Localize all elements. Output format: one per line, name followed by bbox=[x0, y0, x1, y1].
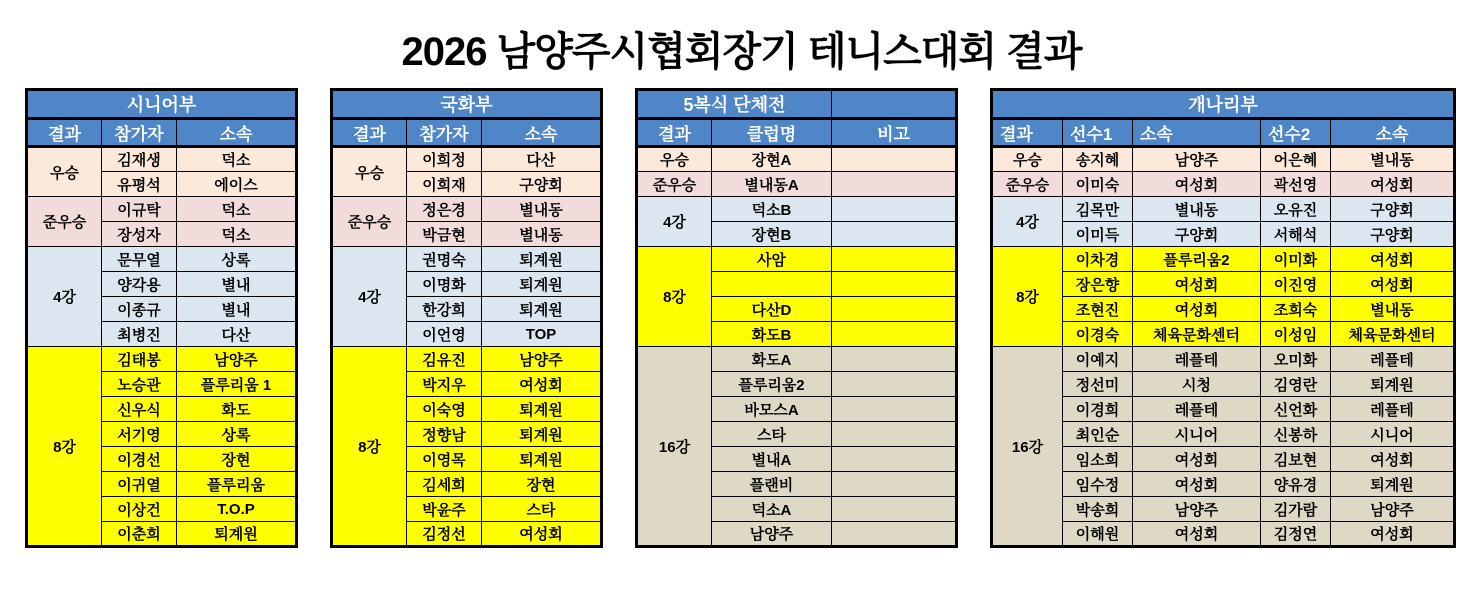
table-title-row bbox=[27, 90, 297, 119]
note-cell bbox=[832, 147, 957, 172]
column-header: 비고 bbox=[832, 119, 957, 147]
player2-cell: 조희숙 bbox=[1261, 297, 1331, 322]
club-cell: 퇴계원 bbox=[482, 397, 602, 422]
participant-cell: 이귀열 bbox=[102, 472, 177, 497]
club1-cell: 시니어 bbox=[1133, 422, 1261, 447]
table-row bbox=[992, 147, 1455, 172]
player1-cell: 임소희 bbox=[1063, 447, 1133, 472]
player1-cell: 장은향 bbox=[1063, 272, 1133, 297]
club2-cell: 여성회 bbox=[1331, 272, 1455, 297]
club1-cell: 여성회 bbox=[1133, 522, 1261, 547]
participant-cell: 김세희 bbox=[407, 472, 482, 497]
club1-cell: 레플테 bbox=[1133, 347, 1261, 372]
participant-cell: 신우식 bbox=[102, 397, 177, 422]
result-cell: 우승 bbox=[637, 147, 712, 172]
table-row bbox=[992, 197, 1455, 222]
note-cell bbox=[832, 472, 957, 497]
club2-cell: 퇴계원 bbox=[1331, 372, 1455, 397]
club-cell: 남양주 bbox=[177, 347, 297, 372]
column-header: 선수1 bbox=[1063, 119, 1133, 147]
column-header: 소속 bbox=[177, 119, 297, 147]
club-cell: 스타 bbox=[482, 497, 602, 522]
column-header: 소속 bbox=[482, 119, 602, 147]
club-cell: 덕소 bbox=[177, 147, 297, 172]
club-cell: 장현 bbox=[482, 472, 602, 497]
result-cell: 준우승 bbox=[332, 197, 407, 247]
note-cell bbox=[832, 272, 957, 297]
club-cell: 남양주 bbox=[712, 522, 832, 547]
club-cell: 덕소 bbox=[177, 222, 297, 247]
club1-cell: 여성회 bbox=[1133, 297, 1261, 322]
result-cell: 8강 bbox=[332, 347, 407, 547]
club-cell: 별내A bbox=[712, 447, 832, 472]
table-title-spacer bbox=[832, 90, 957, 119]
result-cell: 16강 bbox=[637, 347, 712, 547]
club-cell: T.O.P bbox=[177, 497, 297, 522]
column-header-row bbox=[637, 119, 957, 147]
club1-cell: 여성회 bbox=[1133, 447, 1261, 472]
club1-cell: 체육문화센터 bbox=[1133, 322, 1261, 347]
table-row bbox=[332, 347, 602, 372]
club-cell: 별내동 bbox=[482, 197, 602, 222]
result-cell: 4강 bbox=[27, 247, 102, 347]
club-cell: 퇴계원 bbox=[482, 247, 602, 272]
column-header: 결과 bbox=[637, 119, 712, 147]
club-cell: 화도B bbox=[712, 322, 832, 347]
table-row bbox=[992, 247, 1455, 272]
club-cell: 덕소A bbox=[712, 497, 832, 522]
player1-cell: 박송희 bbox=[1063, 497, 1133, 522]
club-cell: 별내 bbox=[177, 272, 297, 297]
club-cell bbox=[712, 272, 832, 297]
participant-cell: 정향남 bbox=[407, 422, 482, 447]
note-cell bbox=[832, 172, 957, 197]
player1-cell: 이해원 bbox=[1063, 522, 1133, 547]
participant-cell: 이언영 bbox=[407, 322, 482, 347]
club-cell: 덕소B bbox=[712, 197, 832, 222]
note-cell bbox=[832, 497, 957, 522]
note-cell bbox=[832, 322, 957, 347]
club-cell: 에이스 bbox=[177, 172, 297, 197]
player2-cell: 김보현 bbox=[1261, 447, 1331, 472]
result-cell: 우승 bbox=[992, 147, 1063, 172]
column-header: 소속 bbox=[1331, 119, 1455, 147]
player2-cell: 김정연 bbox=[1261, 522, 1331, 547]
table-title-row bbox=[637, 90, 957, 119]
player1-cell: 김목만 bbox=[1063, 197, 1133, 222]
club2-cell: 별내동 bbox=[1331, 147, 1455, 172]
note-cell bbox=[832, 447, 957, 472]
note-cell bbox=[832, 397, 957, 422]
club-cell: 화도A bbox=[712, 347, 832, 372]
table-row bbox=[332, 247, 602, 272]
participant-cell: 정은경 bbox=[407, 197, 482, 222]
club2-cell: 구양회 bbox=[1331, 197, 1455, 222]
page-title: 2026 남양주시협회장기 테니스대회 결과 bbox=[401, 30, 1082, 74]
table-row bbox=[27, 247, 297, 272]
column-header-row bbox=[992, 119, 1455, 147]
participant-cell: 장성자 bbox=[102, 222, 177, 247]
table-title: 시니어부 bbox=[27, 90, 297, 119]
column-header: 결과 bbox=[332, 119, 407, 147]
club-cell: 별내동A bbox=[712, 172, 832, 197]
result-cell: 우승 bbox=[27, 147, 102, 197]
table-title: 국화부 bbox=[332, 90, 602, 119]
participant-cell: 이춘희 bbox=[102, 522, 177, 547]
column-header: 선수2 bbox=[1261, 119, 1331, 147]
participant-cell: 김유진 bbox=[407, 347, 482, 372]
player1-cell: 최인순 bbox=[1063, 422, 1133, 447]
table-team5 bbox=[635, 88, 958, 548]
club-cell: 여성회 bbox=[482, 372, 602, 397]
table-row bbox=[27, 347, 297, 372]
player1-cell: 임수정 bbox=[1063, 472, 1133, 497]
result-cell: 8강 bbox=[992, 247, 1063, 347]
player1-cell: 송지혜 bbox=[1063, 147, 1133, 172]
club-cell: 상록 bbox=[177, 422, 297, 447]
player2-cell: 이미화 bbox=[1261, 247, 1331, 272]
participant-cell: 이숙영 bbox=[407, 397, 482, 422]
table-row bbox=[637, 247, 957, 272]
table-row bbox=[637, 147, 957, 172]
participant-cell: 이영목 bbox=[407, 447, 482, 472]
participant-cell: 이명화 bbox=[407, 272, 482, 297]
club-cell: 퇴계원 bbox=[482, 447, 602, 472]
participant-cell: 한강희 bbox=[407, 297, 482, 322]
table-row bbox=[27, 147, 297, 172]
result-cell: 4강 bbox=[637, 197, 712, 247]
column-header: 소속 bbox=[1133, 119, 1261, 147]
club2-cell: 남양주 bbox=[1331, 497, 1455, 522]
club1-cell: 레플테 bbox=[1133, 397, 1261, 422]
player2-cell: 이진영 bbox=[1261, 272, 1331, 297]
table-title-row bbox=[992, 90, 1455, 119]
note-cell bbox=[832, 197, 957, 222]
player1-cell: 이미득 bbox=[1063, 222, 1133, 247]
column-header: 클럽명 bbox=[712, 119, 832, 147]
table-row bbox=[27, 197, 297, 222]
participant-cell: 김정선 bbox=[407, 522, 482, 547]
participant-cell: 문무열 bbox=[102, 247, 177, 272]
result-cell: 4강 bbox=[992, 197, 1063, 247]
note-cell bbox=[832, 347, 957, 372]
participant-cell: 김태봉 bbox=[102, 347, 177, 372]
table-row bbox=[332, 197, 602, 222]
player1-cell: 이차경 bbox=[1063, 247, 1133, 272]
result-cell: 우승 bbox=[332, 147, 407, 197]
column-header-row bbox=[27, 119, 297, 147]
club-cell: 퇴계원 bbox=[482, 422, 602, 447]
club-cell: 플랜비 bbox=[712, 472, 832, 497]
player1-cell: 조현진 bbox=[1063, 297, 1133, 322]
club1-cell: 별내동 bbox=[1133, 197, 1261, 222]
club-cell: 구양회 bbox=[482, 172, 602, 197]
club-cell: 퇴계원 bbox=[177, 522, 297, 547]
club2-cell: 시니어 bbox=[1331, 422, 1455, 447]
club2-cell: 레플테 bbox=[1331, 397, 1455, 422]
player1-cell: 이미숙 bbox=[1063, 172, 1133, 197]
participant-cell: 이경선 bbox=[102, 447, 177, 472]
result-cell: 8강 bbox=[637, 247, 712, 347]
player2-cell: 신언화 bbox=[1261, 397, 1331, 422]
player2-cell: 양유경 bbox=[1261, 472, 1331, 497]
table-gukhwa bbox=[330, 88, 603, 548]
club1-cell: 여성회 bbox=[1133, 472, 1261, 497]
column-header-row bbox=[332, 119, 602, 147]
club-cell: 장현A bbox=[712, 147, 832, 172]
club-cell: 다산 bbox=[482, 147, 602, 172]
club-cell: 플루리움 1 bbox=[177, 372, 297, 397]
club-cell: 다산D bbox=[712, 297, 832, 322]
club-cell: 여성회 bbox=[482, 522, 602, 547]
participant-cell: 박지우 bbox=[407, 372, 482, 397]
player2-cell: 곽선영 bbox=[1261, 172, 1331, 197]
result-cell: 준우승 bbox=[992, 172, 1063, 197]
club2-cell: 여성회 bbox=[1331, 247, 1455, 272]
player1-cell: 이예지 bbox=[1063, 347, 1133, 372]
club2-cell: 여성회 bbox=[1331, 172, 1455, 197]
participant-cell: 이상건 bbox=[102, 497, 177, 522]
note-cell bbox=[832, 372, 957, 397]
participant-cell: 이희재 bbox=[407, 172, 482, 197]
participant-cell: 서기영 bbox=[102, 422, 177, 447]
table-gaenari bbox=[990, 88, 1456, 548]
participant-cell: 유평석 bbox=[102, 172, 177, 197]
note-cell bbox=[832, 522, 957, 547]
table-title: 개나리부 bbox=[992, 90, 1455, 119]
club-cell: 상록 bbox=[177, 247, 297, 272]
table-row bbox=[637, 347, 957, 372]
club-cell: 별내 bbox=[177, 297, 297, 322]
column-header: 결과 bbox=[992, 119, 1063, 147]
club-cell: 화도 bbox=[177, 397, 297, 422]
result-cell: 준우승 bbox=[27, 197, 102, 247]
note-cell bbox=[832, 222, 957, 247]
player2-cell: 오유진 bbox=[1261, 197, 1331, 222]
club2-cell: 체육문화센터 bbox=[1331, 322, 1455, 347]
club1-cell: 구양회 bbox=[1133, 222, 1261, 247]
table-row bbox=[332, 147, 602, 172]
result-cell: 8강 bbox=[27, 347, 102, 547]
club-cell: 플루리움2 bbox=[712, 372, 832, 397]
participant-cell: 노승관 bbox=[102, 372, 177, 397]
club-cell: 퇴계원 bbox=[482, 272, 602, 297]
participant-cell: 최병진 bbox=[102, 322, 177, 347]
table-row bbox=[637, 172, 957, 197]
result-cell: 준우승 bbox=[637, 172, 712, 197]
club-cell: 다산 bbox=[177, 322, 297, 347]
club1-cell: 여성회 bbox=[1133, 172, 1261, 197]
table-senior bbox=[25, 88, 298, 548]
result-cell: 4강 bbox=[332, 247, 407, 347]
club2-cell: 별내동 bbox=[1331, 297, 1455, 322]
player1-cell: 이경희 bbox=[1063, 397, 1133, 422]
club-cell: 장현B bbox=[712, 222, 832, 247]
column-header: 참가자 bbox=[102, 119, 177, 147]
player2-cell: 신봉하 bbox=[1261, 422, 1331, 447]
player2-cell: 서해석 bbox=[1261, 222, 1331, 247]
club-cell: 퇴계원 bbox=[482, 297, 602, 322]
player2-cell: 어은혜 bbox=[1261, 147, 1331, 172]
participant-cell: 이희정 bbox=[407, 147, 482, 172]
table-title: 5복식 단체전 bbox=[637, 90, 832, 119]
column-header: 결과 bbox=[27, 119, 102, 147]
player2-cell: 이성임 bbox=[1261, 322, 1331, 347]
club2-cell: 레플테 bbox=[1331, 347, 1455, 372]
club2-cell: 퇴계원 bbox=[1331, 472, 1455, 497]
table-title-row bbox=[332, 90, 602, 119]
player2-cell: 김영란 bbox=[1261, 372, 1331, 397]
club1-cell: 시청 bbox=[1133, 372, 1261, 397]
table-row bbox=[637, 197, 957, 222]
participant-cell: 권명숙 bbox=[407, 247, 482, 272]
club1-cell: 플루리움2 bbox=[1133, 247, 1261, 272]
player1-cell: 이경숙 bbox=[1063, 322, 1133, 347]
club1-cell: 남양주 bbox=[1133, 147, 1261, 172]
club-cell: 스타 bbox=[712, 422, 832, 447]
note-cell bbox=[832, 297, 957, 322]
participant-cell: 김재생 bbox=[102, 147, 177, 172]
table-row bbox=[992, 347, 1455, 372]
participant-cell: 이종규 bbox=[102, 297, 177, 322]
club1-cell: 남양주 bbox=[1133, 497, 1261, 522]
player1-cell: 정선미 bbox=[1063, 372, 1133, 397]
player2-cell: 김가람 bbox=[1261, 497, 1331, 522]
club-cell: 플루리움 bbox=[177, 472, 297, 497]
club-cell: 남양주 bbox=[482, 347, 602, 372]
club-cell: TOP bbox=[482, 322, 602, 347]
note-cell bbox=[832, 247, 957, 272]
participant-cell: 이규탁 bbox=[102, 197, 177, 222]
participant-cell: 박윤주 bbox=[407, 497, 482, 522]
club-cell: 바모스A bbox=[712, 397, 832, 422]
club1-cell: 여성회 bbox=[1133, 272, 1261, 297]
table-row bbox=[992, 172, 1455, 197]
club-cell: 사암 bbox=[712, 247, 832, 272]
note-cell bbox=[832, 422, 957, 447]
club-cell: 덕소 bbox=[177, 197, 297, 222]
column-header: 참가자 bbox=[407, 119, 482, 147]
club2-cell: 여성회 bbox=[1331, 447, 1455, 472]
participant-cell: 박금현 bbox=[407, 222, 482, 247]
participant-cell: 양각용 bbox=[102, 272, 177, 297]
player2-cell: 오미화 bbox=[1261, 347, 1331, 372]
club2-cell: 구양회 bbox=[1331, 222, 1455, 247]
club-cell: 별내동 bbox=[482, 222, 602, 247]
club2-cell: 여성회 bbox=[1331, 522, 1455, 547]
result-cell: 16강 bbox=[992, 347, 1063, 547]
club-cell: 장현 bbox=[177, 447, 297, 472]
